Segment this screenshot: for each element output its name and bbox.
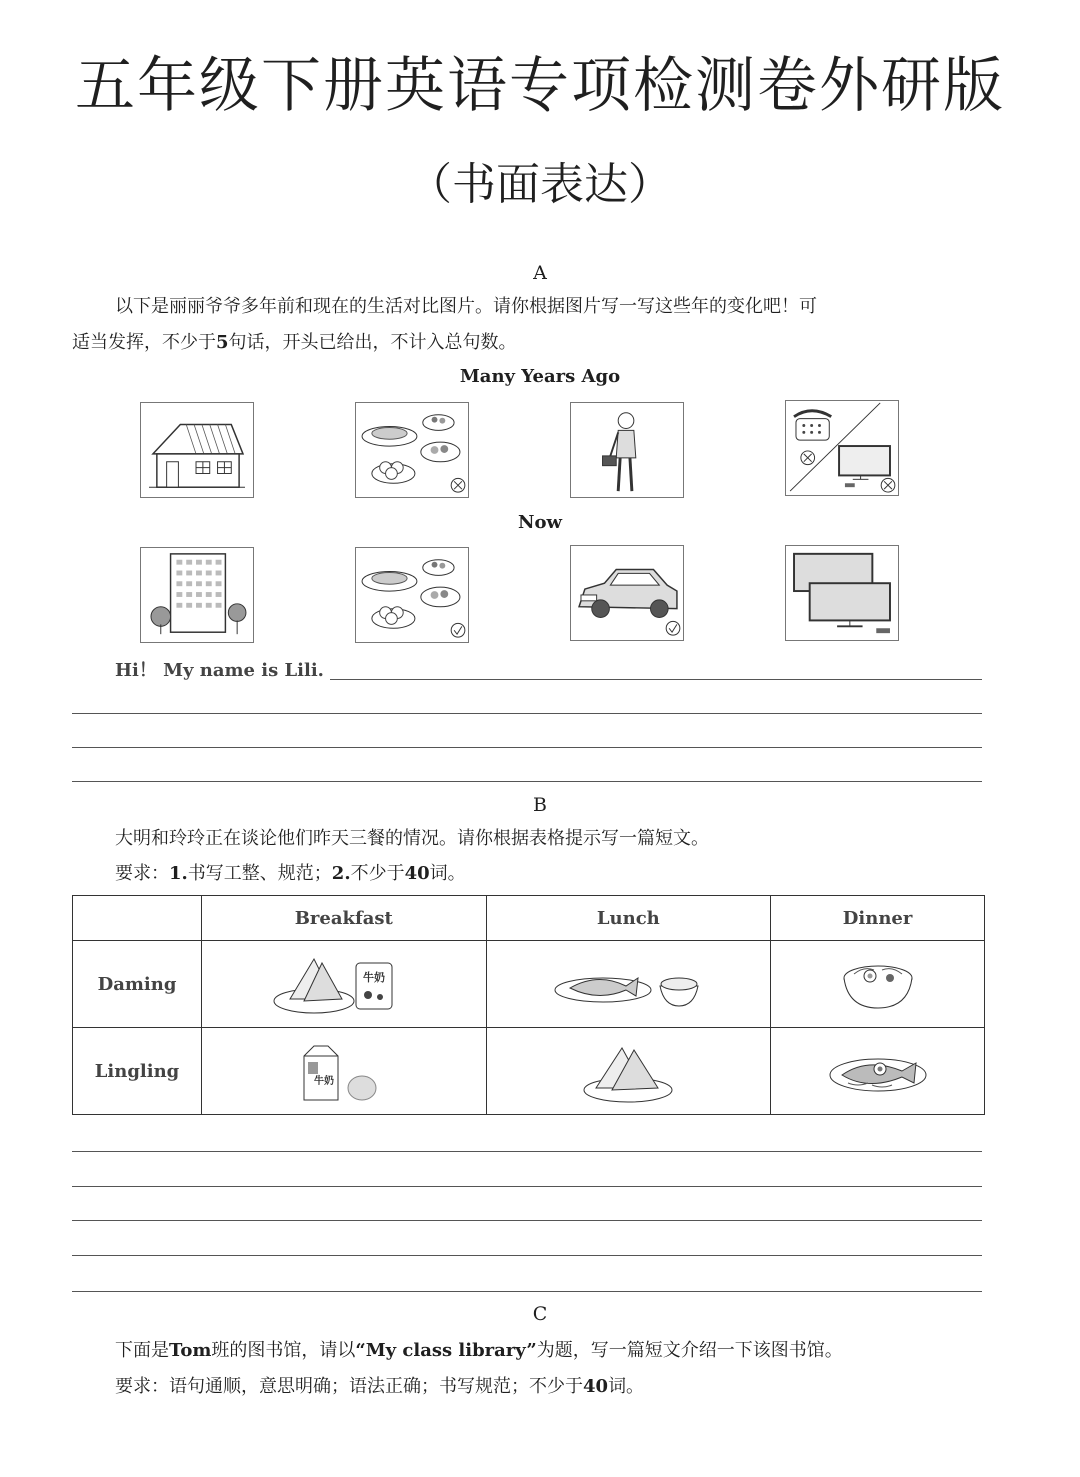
section-a-instruction-line1: 以下是丽丽爷爷多年前和现在的生活对比图片。请你根据图片写一写这些年的变化吧！可 xyxy=(115,296,817,317)
section-a-instruction-line2 xyxy=(72,326,972,360)
instruction-text: 适当发挥，不少于 xyxy=(72,332,216,353)
row-header-lingling: Lingling xyxy=(73,1028,202,1115)
car-picture-checked xyxy=(570,545,684,641)
daming-dinner-cell xyxy=(771,941,985,1028)
instruction-name: Tom xyxy=(169,1340,212,1361)
page-title: 五年级下册英语专项检测卷外研版 xyxy=(75,51,1005,121)
section-b-requirements xyxy=(115,857,995,891)
writing-line[interactable] xyxy=(72,1220,982,1221)
lingling-breakfast-cell xyxy=(202,1028,487,1115)
milk-label: 牛奶 xyxy=(313,1076,334,1087)
req-text: 不少于 xyxy=(350,863,405,884)
req-text: 词。 xyxy=(608,1376,645,1397)
row-header-daming: Daming xyxy=(73,941,202,1028)
fish-plate-picture xyxy=(818,1039,938,1103)
instruction-topic: “My class library” xyxy=(355,1340,537,1361)
req-text: 书写工整、规范； xyxy=(187,863,332,884)
house-picture xyxy=(140,402,254,498)
lingling-lunch-cell xyxy=(486,1028,771,1115)
column-header-breakfast: Breakfast xyxy=(202,896,487,941)
caption-many-years-ago: Many Years Ago xyxy=(459,366,621,387)
req-text: 要求：语句通顺，意思明确；语法正确；书写规范；不少于 xyxy=(115,1376,583,1397)
writing-line[interactable] xyxy=(72,781,982,782)
instruction-count: 5 xyxy=(216,332,229,353)
section-b-letter: B xyxy=(533,794,547,816)
table-row xyxy=(73,1028,985,1115)
daming-breakfast-cell xyxy=(202,941,487,1028)
milk-egg-picture xyxy=(284,1036,404,1106)
section-c-letter: C xyxy=(532,1303,548,1325)
fish-rice-picture xyxy=(548,954,708,1014)
section-c-requirements xyxy=(115,1370,1015,1404)
man-walking-picture xyxy=(570,402,684,498)
writing-line[interactable] xyxy=(72,747,982,748)
page-subtitle: （书面表达） xyxy=(408,159,672,210)
meals-table xyxy=(72,895,985,1115)
req-number: 2. xyxy=(331,863,351,884)
food-picture-checked xyxy=(355,547,469,643)
sandwich-picture xyxy=(568,1036,688,1106)
table-corner-cell xyxy=(73,896,202,941)
table-row xyxy=(73,941,985,1028)
instruction-text: 下面是 xyxy=(115,1340,169,1361)
column-header-lunch: Lunch xyxy=(486,896,771,941)
noodles-bowl-picture xyxy=(818,952,938,1016)
writing-line[interactable] xyxy=(72,1255,982,1256)
req-text: 词。 xyxy=(429,863,466,884)
section-b-instruction-line1: 大明和玲玲正在谈论他们昨天三餐的情况。请你根据表格提示写一篇短文。 xyxy=(115,828,709,849)
req-number: 1. xyxy=(169,863,188,884)
writing-line[interactable] xyxy=(330,679,982,680)
starter-sentence: Hi！ My name is Lili. xyxy=(115,660,324,681)
instruction-text: 为题，写一篇短文介绍一下该图书馆。 xyxy=(536,1340,843,1361)
column-header-dinner: Dinner xyxy=(771,896,985,941)
instruction-text: 句话，开头已给出，不计入总句数。 xyxy=(228,332,517,353)
lingling-dinner-cell xyxy=(771,1028,985,1115)
writing-line[interactable] xyxy=(72,1151,982,1152)
food-picture-crossed xyxy=(355,402,469,498)
req-text: 要求： xyxy=(115,863,169,884)
writing-line[interactable] xyxy=(72,1186,982,1187)
tv-screens-picture xyxy=(785,545,899,641)
milk-label: 牛奶 xyxy=(362,971,385,984)
phone-tv-crossed-picture xyxy=(785,400,899,496)
section-a-letter: A xyxy=(533,262,547,284)
daming-lunch-cell xyxy=(486,941,771,1028)
writing-line[interactable] xyxy=(72,1291,982,1292)
req-count: 40 xyxy=(583,1376,609,1397)
table-header-row xyxy=(73,896,985,941)
writing-line[interactable] xyxy=(72,713,982,714)
instruction-text: 班的图书馆，请以 xyxy=(211,1340,356,1361)
req-count: 40 xyxy=(404,863,430,884)
section-c-instruction xyxy=(115,1334,1015,1368)
caption-now: Now xyxy=(518,512,562,533)
sandwich-milk-picture xyxy=(264,949,424,1019)
apartment-building-picture xyxy=(140,547,254,643)
